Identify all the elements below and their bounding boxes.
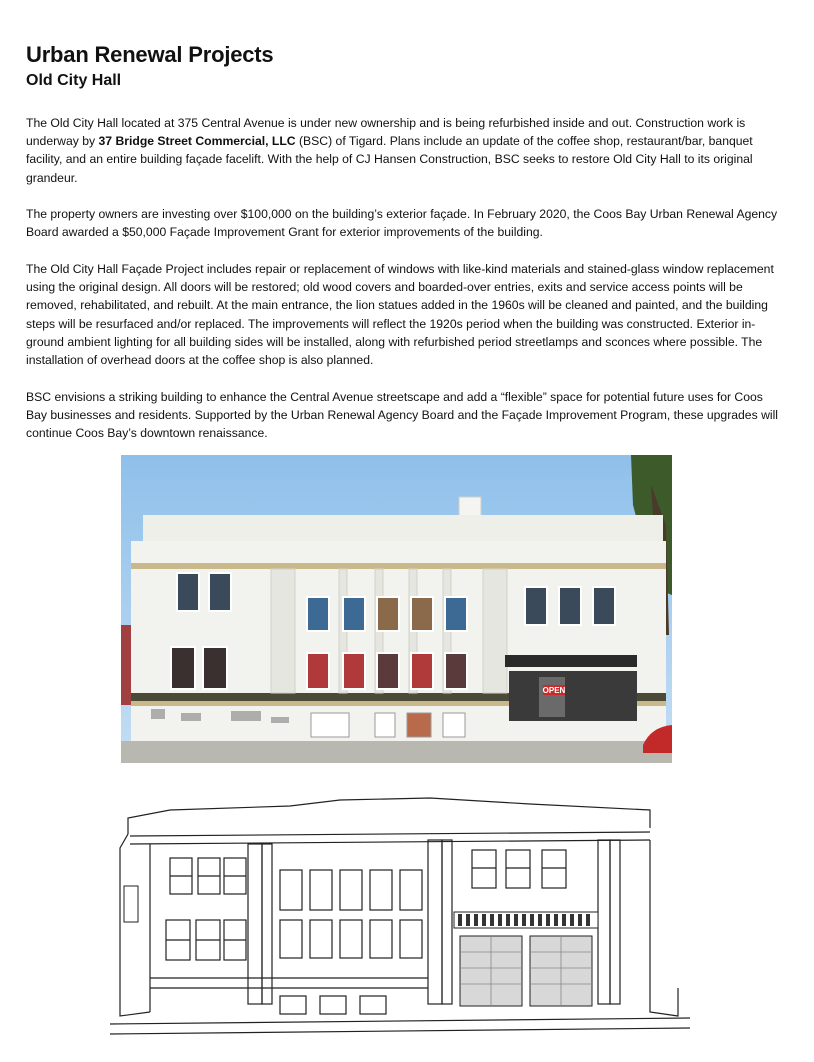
hanging-sign: [124, 886, 138, 922]
storefront: [505, 655, 637, 721]
lower-windows: [171, 647, 467, 689]
facade-rendering-illustration: [110, 788, 690, 1042]
center-windows: [280, 870, 422, 958]
company-name: 37 Bridge Street Commercial, LLC: [98, 134, 296, 149]
page-title: Urban Renewal Projects: [26, 42, 274, 67]
right-upper-windows: [472, 850, 566, 888]
paragraph-4: BSC envisions a striking building to enhance the Central Avenue streetscape and add a “flexible” space for potential future uses for Coos Bay businesses and residents. Supported by the Urban Renewal Agency Board and the Façade Improvement Program, these upgrades will continue Coos Bay’s downtown renaissance.: [26, 390, 778, 441]
awning: [454, 912, 598, 928]
ground-line: [110, 1018, 690, 1024]
building-photo: [121, 455, 672, 763]
paragraph-2: The property owners are investing over $100,000 on the building’s exterior façade. In February 2020, the Coos Bay Urban Renewal Agency Board awarded a $50,000 Façade Improvement Grant for exterior improvements of the building.: [26, 207, 778, 240]
building-photo-illustration: [121, 455, 672, 763]
cornice: [130, 832, 650, 836]
side-sign: [121, 625, 131, 705]
paragraph-1-text-b: (BSC) of Tigard. Plans include an update of the coffee shop, restaurant/bar, banquet facility, and an entire building façade facelift. With the help of CJ Hansen Construction, BSC seeks to restore Old City Hall to its original grandeur.: [26, 134, 753, 185]
left-lower-windows: [166, 920, 246, 960]
roofline: [128, 798, 650, 834]
page-subtitle: Old City Hall: [26, 72, 122, 89]
right-corner: [650, 840, 678, 1016]
paragraph-3: The Old City Hall Façade Project includes repair or replacement of windows with like-kind materials and stained-glass window replacement using the original design. All doors will be restored; old wood covers and boarded-over entries, exits and service access points will be removed, rehabilitated, and rebuilt. At the main entrance, the lion statues added in the 1960s will be cleaned and painted, and the building steps will be resurfaced and/or replaced. The improvements will reflect the 1920s period when the building was constructed. Exterior in-ground ambient lighting for all building sides will be installed, along with refurbished period streetlamps and sconces where possible. The installation of overhead doors at the coffee shop is also planned.: [26, 262, 774, 368]
facade-rendering: [110, 788, 690, 1042]
sidewalk: [121, 741, 672, 763]
trim-band-upper: [131, 563, 666, 569]
open-sign: OPEN: [542, 686, 566, 695]
basement-windows: [280, 996, 386, 1014]
parapet: [143, 515, 663, 545]
storefront-glazing: [460, 936, 592, 1006]
paragraph-1: [26, 114, 778, 187]
left-upper-windows: [170, 858, 246, 894]
paragraph-1-text-a: The Old City Hall located at 375 Central Avenue is under new ownership and is being refurbished inside and out. Construction work is underway by: [26, 116, 746, 149]
